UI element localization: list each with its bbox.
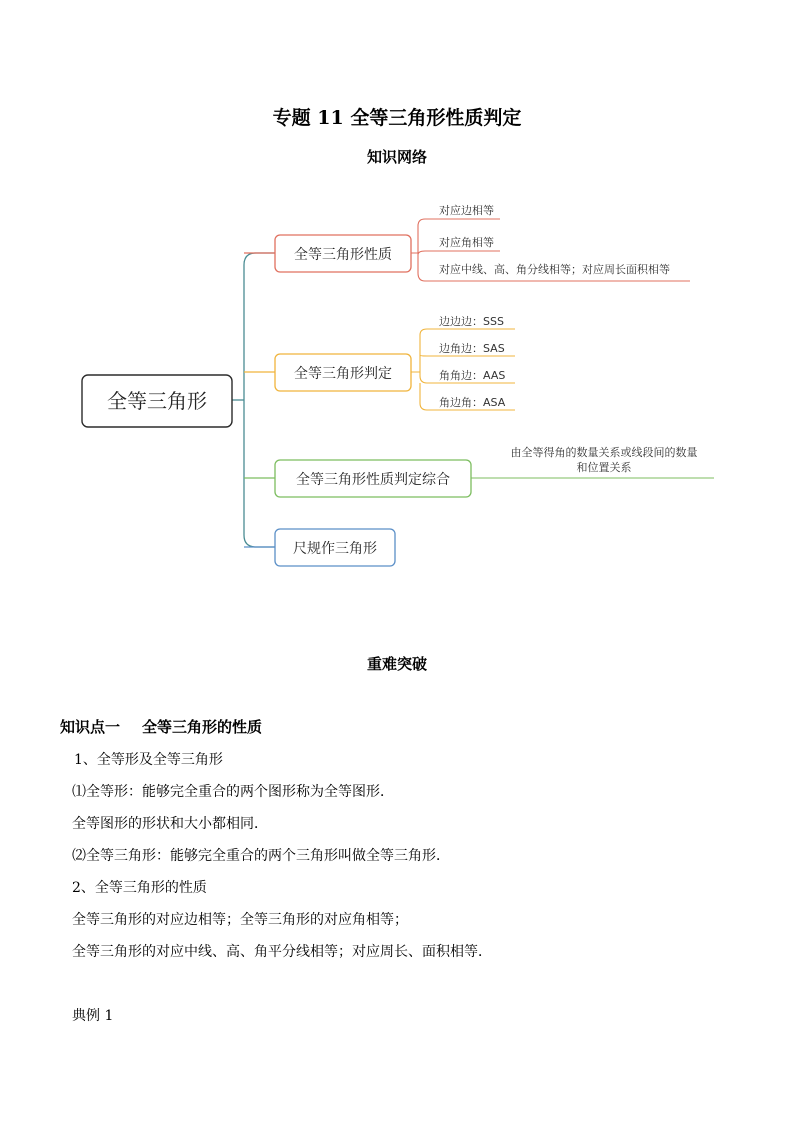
combined-item-line2: 和位置关系: [576, 461, 632, 474]
property-item-sides: 对应边相等: [439, 204, 494, 217]
branch-criteria-label: 全等三角形判定: [294, 366, 392, 382]
criteria-asa: 角边角：ASA: [439, 396, 506, 409]
body-line-5: 2、全等三角形的性质: [72, 880, 207, 896]
root-label: 全等三角形: [107, 389, 207, 413]
example-label: 典例 1: [72, 1008, 114, 1024]
difficulty-heading: 重难突破: [366, 655, 427, 673]
property-item-medians: 对应中线、高、角分线相等；对应周长面积相等: [439, 263, 670, 276]
page-title: 专题 11 全等三角形性质判定: [272, 107, 522, 129]
branch-properties-label: 全等三角形性质: [294, 247, 392, 263]
criteria-sas: 边角边：SAS: [439, 342, 505, 355]
body-line-6: 全等三角形的对应边相等；全等三角形的对应角相等；: [72, 912, 408, 928]
body-line-7: 全等三角形的对应中线、高、角平分线相等；对应周长、面积相等．: [72, 944, 492, 960]
property-item-angles: 对应角相等: [439, 236, 494, 249]
knowledge-point-title: 全等三角形的性质: [142, 718, 263, 736]
combined-item-line1: 由全等得角的数量关系或线段间的数量: [510, 446, 698, 459]
body-line-3: 全等图形的形状和大小都相同．: [72, 816, 268, 832]
body-line-4: ⑵全等三角形：能够完全重合的两个三角形叫做全等三角形．: [72, 848, 450, 864]
knowledge-point-heading: [60, 716, 262, 737]
trunk-spine: [244, 253, 275, 547]
mind-map: [0, 195, 794, 595]
body-line-2: ⑴全等形：能够完全重合的两个图形称为全等图形．: [72, 784, 394, 800]
criteria-aas: 角角边：AAS: [439, 369, 506, 382]
knowledge-point-label: 知识点一: [60, 718, 121, 736]
body-line-1: 1、全等形及全等三角形: [74, 752, 223, 768]
knowledge-network-heading: 知识网络: [366, 148, 427, 166]
branch-combined-label: 全等三角形性质判定综合: [296, 472, 450, 488]
branch-construction-label: 尺规作三角形: [293, 541, 377, 557]
criteria-sss: 边边边：SSS: [439, 315, 504, 328]
